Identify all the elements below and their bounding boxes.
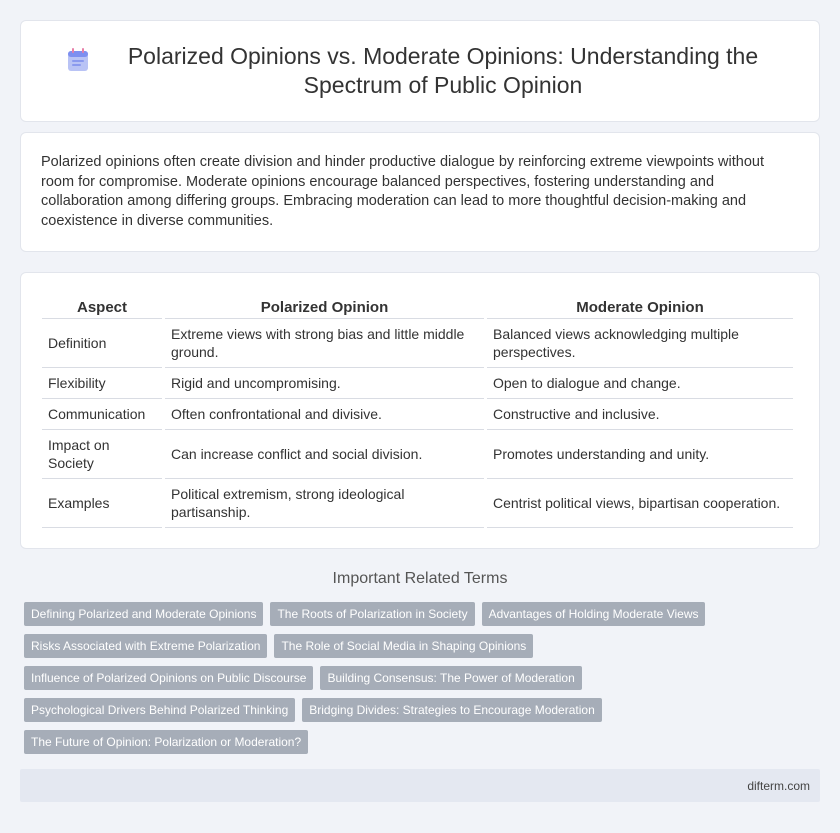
table-header-row (42, 293, 793, 319)
related-terms-heading: Important Related Terms (332, 570, 508, 587)
cell-polarized: Rigid and uncompromising. (165, 368, 484, 399)
cell-aspect: Impact on Society (42, 430, 162, 479)
cell-aspect: Definition (42, 319, 162, 368)
intro-text: Polarized opinions often create division and hinder productive dialogue by reinforcing extreme viewpoints without room for compromise. Moderate opinions encourage balanced perspectives, fostering understanding and collaboration among differing groups. Embracing moderation can lead to more thoughtful decision-making and coexistence in diverse communities. (41, 154, 765, 229)
related-term-tag[interactable]: Building Consensus: The Power of Moderation (320, 666, 581, 690)
header-card (20, 20, 820, 122)
document-icon (67, 48, 89, 72)
related-term-tag[interactable]: Advantages of Holding Moderate Views (482, 602, 706, 626)
cell-polarized: Political extremism, strong ideological partisanship. (165, 479, 484, 528)
related-term-tag[interactable]: The Future of Opinion: Polarization or Moderation? (24, 730, 308, 754)
cell-moderate: Promotes understanding and unity. (487, 430, 793, 479)
tag-row (24, 602, 724, 634)
related-term-tag[interactable]: Bridging Divides: Strategies to Encourage Moderation (302, 698, 602, 722)
cell-aspect: Examples (42, 479, 162, 528)
related-term-tag[interactable]: Influence of Polarized Opinions on Public Discourse (24, 666, 313, 690)
related-term-tag[interactable]: The Roots of Polarization in Society (270, 602, 474, 626)
comparison-table (39, 293, 796, 528)
cell-polarized: Extreme views with strong bias and little middle ground. (165, 319, 484, 368)
cell-moderate: Open to dialogue and change. (487, 368, 793, 399)
cell-moderate: Centrist political views, bipartisan cooperation. (487, 479, 793, 528)
title-wrap (27, 42, 813, 100)
related-term-tag[interactable]: The Role of Social Media in Shaping Opinions (274, 634, 533, 658)
tag-row (24, 698, 724, 730)
header-moderate: Moderate Opinion (487, 293, 793, 319)
footer-site-link[interactable]: difterm.com (747, 778, 810, 793)
comparison-table-card (20, 272, 820, 549)
related-term-tag[interactable]: Risks Associated with Extreme Polarization (24, 634, 267, 658)
cell-aspect: Communication (42, 399, 162, 430)
cell-aspect: Flexibility (42, 368, 162, 399)
header-aspect: Aspect (42, 293, 162, 319)
related-terms-list (24, 602, 724, 762)
table-row (42, 479, 793, 528)
related-term-tag[interactable]: Defining Polarized and Moderate Opinions (24, 602, 263, 626)
cell-moderate: Constructive and inclusive. (487, 399, 793, 430)
table-row (42, 368, 793, 399)
tag-row (24, 666, 724, 698)
table-row (42, 430, 793, 479)
tag-row (24, 730, 724, 762)
table-row (42, 399, 793, 430)
cell-moderate: Balanced views acknowledging multiple perspectives. (487, 319, 793, 368)
cell-polarized: Often confrontational and divisive. (165, 399, 484, 430)
intro-card (20, 132, 820, 252)
tag-row (24, 634, 724, 666)
cell-polarized: Can increase conflict and social division. (165, 430, 484, 479)
table-row (42, 319, 793, 368)
footer (20, 769, 820, 802)
related-term-tag[interactable]: Psychological Drivers Behind Polarized Thinking (24, 698, 295, 722)
page-title: Polarized Opinions vs. Moderate Opinions: Understanding the Spectrum of Public Opinion (127, 43, 759, 98)
header-polarized: Polarized Opinion (165, 293, 484, 319)
